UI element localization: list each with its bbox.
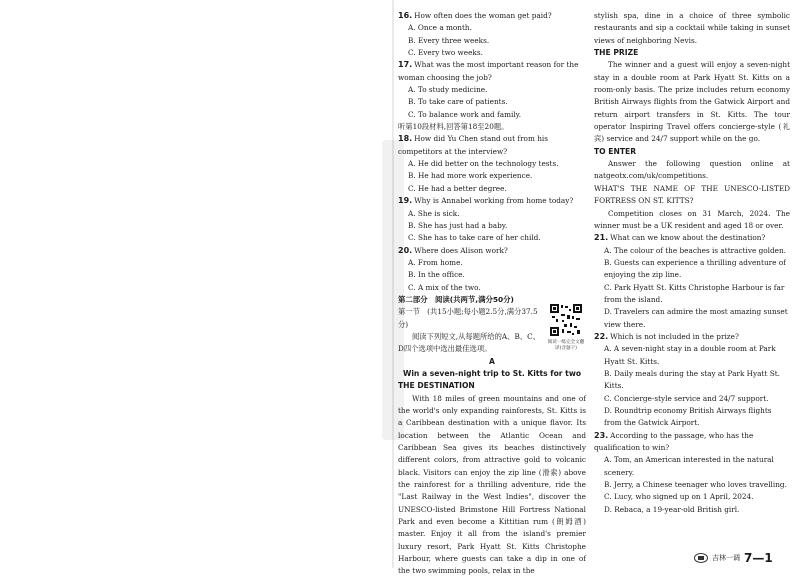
q20-option-a: A. From home.: [408, 257, 463, 267]
q18-option-a: A. He did better on the technology tests.: [408, 159, 559, 169]
question-20: 20. Where does Alison work?: [398, 245, 508, 255]
q17-option-b: B. To take care of patients.: [408, 97, 508, 107]
enter-paragraph: Answer the following question online at natgeotx.com/uk/competitions.: [594, 159, 790, 181]
q18-option-b: B. He had more work experience.: [408, 171, 533, 181]
q18-option-c: C. He had a better degree.: [408, 183, 507, 193]
destination-paragraph-cont: stylish spa, dine in a choice of three symbolic restaurants and sip a cocktail while taking in sunset views of neighboring Nevis.: [594, 11, 790, 45]
question-18: 18. How did Yu Chen stand out from his competitors at the interview?: [398, 134, 548, 156]
q19-option-c: C. She has to take care of her child.: [408, 233, 541, 243]
blank-left-page: [0, 0, 392, 568]
q21-option-d: D. Travelers can admire the most amazing sunset view there.: [604, 307, 788, 329]
contest-question: WHAT'S THE NAME OF THE UNESCO-LISTED FORTRESS ON ST. KITTS?: [594, 183, 790, 206]
destination-heading: THE DESTINATION: [398, 381, 475, 391]
page-number: 7—1: [744, 551, 773, 565]
enter-heading: TO ENTER: [594, 146, 637, 156]
q16-option-c: C. Every two weeks.: [408, 48, 483, 58]
question-21: 21. What can we know about the destination?: [594, 233, 766, 243]
question-22: 22. Which is not included in the prize?: [594, 331, 739, 341]
destination-paragraph: With 18 miles of green mountains and one of the world's only expanding rainforests, St. Kitts is a Caribbean destination with a unique flavor. Its location between the Atlantic Ocean and Caribbean Sea gives its beaches distinctively different colors, from attractive gold to volcanic black. Visitors can enjoy the zip line (滑索) above the rainforest for a thrilling adventure, ride the "Last Railway in the West Indies", discover the UNESCO-listed Brimstone Hill Fortress National Park and even become a Kittitian rum (朗姆酒) master. Enjoy it all from the island's premier luxury resort, Park Hyatt St. Kitts Christophe Harbour, where guests can take a dip in one of the two swimming pools, relax in the: [398, 393, 586, 576]
part-heading: 第一节 (共15小题;每小题2.5分,满分37.5分): [398, 307, 538, 329]
passage-label: A: [489, 356, 495, 366]
prize-paragraph: The winner and a guest will enjoy a seven-night stay in a double room at Park Hyatt St. Kitts on a room-only basis. The prize includes return economy British Airways flights from the Gatwick Airport and return airport transfers in St. Kitts. The tour operator Inspiring Travel offers concierge-style (礼宾) service and 24/7 support while on the go.: [594, 60, 790, 144]
q23-option-c: C. Lucy, who signed up on 1 April, 2024.: [604, 492, 754, 502]
q21-option-b: B. Guests can experience a thrilling adventure of enjoying the zip line.: [604, 257, 786, 280]
q16-option-b: B. Every three weeks.: [408, 35, 490, 45]
section-heading: 第二部分 阅读(共两节,满分50分): [398, 294, 514, 304]
passage-title: Win a seven-night trip to St. Kitts for two: [402, 368, 582, 378]
q20-option-c: C. A mix of the two.: [408, 282, 481, 292]
q17-option-a: A. To study medicine.: [408, 85, 488, 95]
question-17: 17. What was the most important reason for the woman choosing the job?: [398, 60, 579, 82]
right-column: [594, 10, 790, 516]
q17-option-c: C. To balance work and family.: [408, 109, 522, 119]
q22-option-a: A. A seven-night stay in a double room at Park Hyatt St. Kitts.: [604, 344, 776, 366]
reading-instruction: 阅读下列短文,从每题所给的A、B、C、D四个选项中选出最佳选项。: [398, 331, 540, 354]
prize-heading: THE PRIZE: [594, 48, 639, 58]
q19-option-a: A. She is sick.: [408, 208, 460, 218]
q22-option-c: C. Concierge-style service and 24/7 support.: [604, 393, 769, 403]
question-19: 19. Why is Annabel working from home today?: [398, 196, 574, 206]
q16-option-a: A. Once a month.: [408, 23, 472, 33]
q20-option-b: B. In the office.: [408, 270, 465, 280]
left-column: [398, 10, 586, 578]
question-23: 23. According to the passage, who has the qualification to win?: [594, 430, 754, 453]
q23-option-b: B. Jerry, a Chinese teenager who loves travelling.: [604, 480, 787, 490]
q22-option-b: B. Daily meals during the stay at Park Hyatt St. Kitts.: [604, 368, 780, 391]
qr-code-block[interactable]: [546, 304, 586, 351]
footer-label: 吉林一调: [712, 554, 740, 562]
closing-paragraph: Competition closes on 31 March, 2024. The winner must be a UK resident and aged 18 or over.: [594, 208, 790, 230]
q21-option-a: A. The colour of the beaches is attractive golden.: [604, 245, 786, 255]
qr-caption: 阅读一练完全文翻译(含题干): [547, 340, 585, 351]
q23-option-a: A. Tom, an American interested in the natural scenery.: [604, 455, 774, 477]
q22-option-d: D. Roundtrip economy British Airways flights from the Gatwick Airport.: [604, 406, 772, 428]
page-footer: [694, 551, 773, 565]
q23-option-d: D. Rebaca, a 19-year-old British girl.: [604, 504, 740, 514]
qr-code-icon[interactable]: [550, 304, 582, 336]
publisher-logo-icon: [694, 553, 708, 563]
q21-option-c: C. Park Hyatt St. Kitts Christophe Harbour is far from the island.: [604, 282, 785, 304]
listening-instruction: 听第10段材料,回答第18至20题。: [398, 122, 509, 132]
q19-option-b: B. She has just had a baby.: [408, 220, 508, 230]
question-16: 16. How often does the woman get paid?: [398, 11, 552, 20]
